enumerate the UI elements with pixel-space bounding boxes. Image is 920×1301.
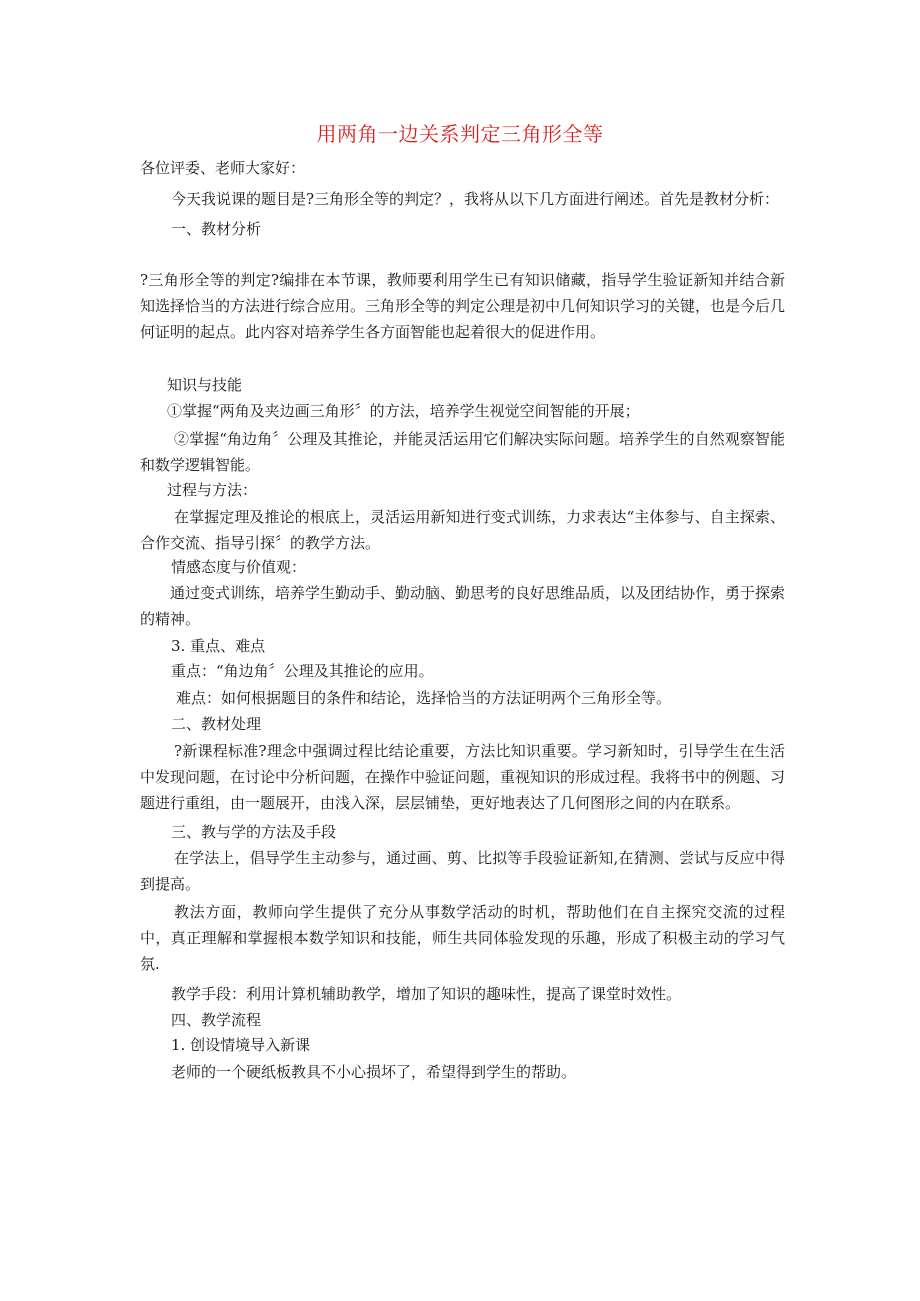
teaching-paragraph: 教法方面，教师向学生提供了充分从事数学活动的时机，帮助他们在自主探究交流的过程中，真正理解和掌握根本数学知识和技能，师生共同体验发现的乐趣，形成了积极主动的学习气氛. — [140, 903, 785, 973]
section-heading-3: 三、教与学的方法及手段 — [171, 823, 337, 841]
section-heading-2: 二、教材处理 — [171, 715, 262, 733]
section-2-paragraph: ?新课程标准?理念中强调过程比结论重要，方法比知识重要。学习新知时，引导学生在生活中发现问题，在讨论中分析问题，在操作中验证问题，重视知识的形成过程。我将书中的例题、习题进行重组，由一题展开，由浅入深，层层铺垫，更好地表达了几何图形之间的内在联系。 — [140, 742, 786, 812]
step-1-paragraph: 老师的一个硬纸板教具不小心损坏了，希望得到学生的帮助。 — [171, 1063, 577, 1081]
learning-paragraph: 在学法上，倡导学生主动参与，通过画、剪、比拟等手段验证新知,在猜测、尝试与反应中得到提高。 — [140, 849, 785, 893]
section-1-paragraph: ?三角形全等的判定?编排在本节课，教师要利用学生已有知识储藏，指导学生验证新知并结合新知选择恰当的方法进行综合应用。三角形全等的判定公理是初中几何知识学习的关键，也是今后几何证明的起点。此内容对培养学生各方面智能也起着很大的促进作用。 — [140, 271, 786, 341]
emotion-heading: 情感态度与价值观： — [171, 558, 307, 576]
knowledge-item-2: ②掌握“角边角〞公理及其推论，并能灵活运用它们解决实际问题。培养学生的自然观察智能和数学逻辑智能。 — [140, 430, 785, 474]
step-1-heading: 1. 创设情境导入新课 — [171, 1036, 311, 1054]
knowledge-item-1: ①掌握“两角及夹边画三角形〞的方法，培养学生视觉空间智能的开展； — [167, 402, 640, 420]
emotion-paragraph: 通过变式训练，培养学生勤动手、勤动脑、勤思考的良好思维品质，以及团结协作，勇于探索的精神。 — [140, 584, 786, 628]
difficulty: 难点：如何根据题目的条件和结论，选择恰当的方法证明两个三角形全等。 — [176, 689, 672, 707]
keypoint: 重点：“角边角〞公理及其推论的应用。 — [171, 662, 434, 680]
greeting: 各位评委、老师大家好： — [140, 159, 306, 177]
means-paragraph: 教学手段：利用计算机辅助教学，增加了知识的趣味性，提高了课堂时效性。 — [171, 985, 682, 1003]
intro-paragraph: 今天我说课的题目是?三角形全等的判定？，我将从以下几方面进行阐述。首先是教材分析： — [171, 190, 780, 208]
section-heading-1: 一、教材分析 — [171, 220, 262, 238]
process-heading: 过程与方法： — [167, 481, 258, 499]
document-title: 用两角一边关系判定三角形全等 — [316, 122, 604, 146]
keypoints-heading: 3. 重点、难点 — [171, 637, 266, 655]
process-paragraph: 在掌握定理及推论的根底上，灵活运用新知进行变式训练，力求表达“主体参与、自主探索、合作交流、指导引探〞的教学方法。 — [140, 508, 785, 552]
knowledge-heading: 知识与技能 — [167, 376, 243, 394]
section-heading-4: 四、教学流程 — [171, 1011, 262, 1029]
